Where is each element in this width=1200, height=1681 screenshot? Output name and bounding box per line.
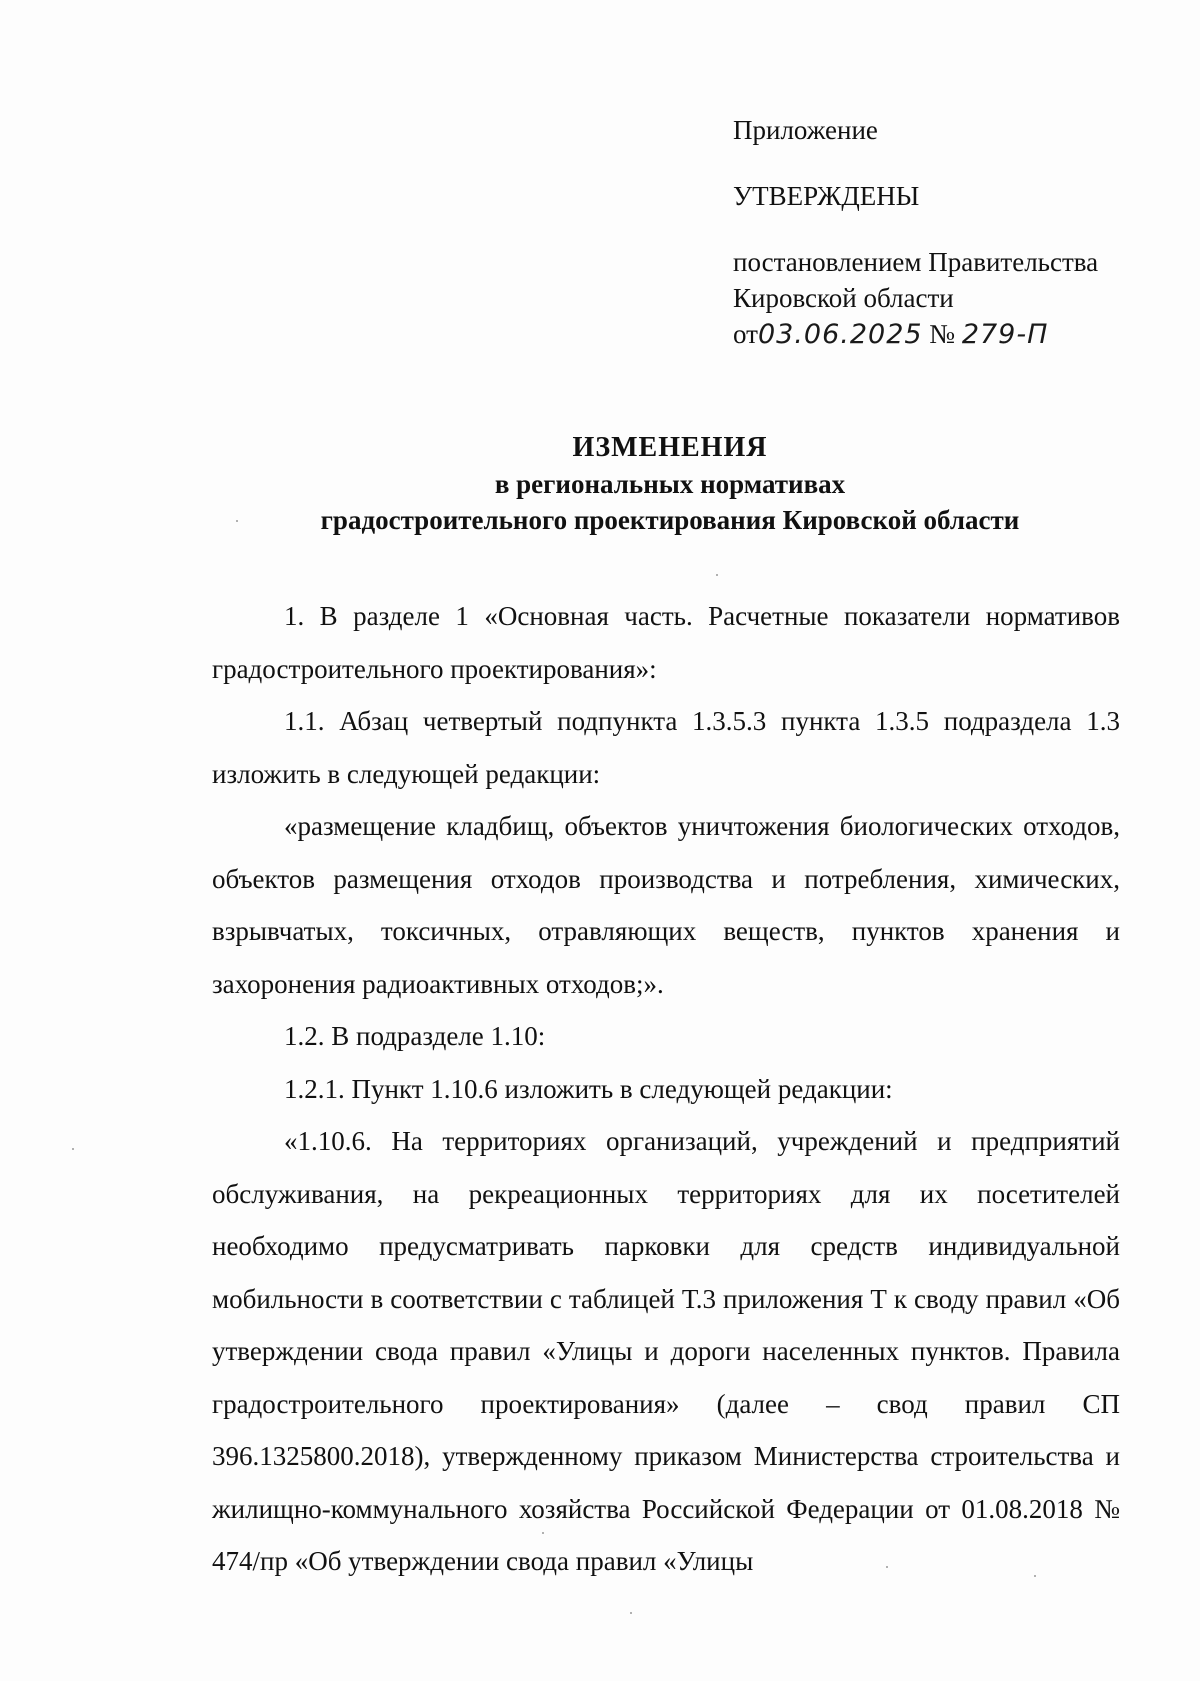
appendix-label: Приложение (733, 115, 878, 145)
paragraph: «1.10.6. На территориях организаций, учреждений и предприятий обслуживания, на рекреационных территориях для их посетителей необходимо предусматривать парковки для средств индивидуальной мобильности в соответствии с таблицей Т.3 приложения Т к своду правил «Об утверждении свода правил «Улицы и дороги населенных пунктов. Правила градостроительного проектирования» (далее – свод правил СП 396.1325800.2018), утвержденному приказом Министерства строительства и жилищно-коммунального хозяйства Российской Федерации от 01.08.2018 № 474/пр «Об утверждении свода правил «Улицы (212, 1126, 1120, 1576)
paragraph: 1.2. В подразделе 1.10: (284, 1021, 546, 1051)
handwritten-number: 279-П (961, 319, 1049, 350)
number-sign: № (929, 319, 956, 349)
title-line3: градостроительного проектирования Кировской области (320, 505, 1020, 535)
approved-label: УТВЕРЖДЕНЫ (733, 181, 920, 211)
paragraph: 1.1. Абзац четвертый подпункта 1.3.5.3 пункта 1.3.5 подраздела 1.3 изложить в следующей редакции: (212, 706, 1120, 789)
title-line2: в региональных нормативах (494, 469, 846, 499)
handwritten-date: 03.06.2025 (757, 319, 923, 350)
date-prefix: от (733, 319, 758, 349)
document-title (140, 430, 1200, 538)
paragraph: 1.2.1. Пункт 1.10.6 изложить в следующей редакции: (284, 1073, 893, 1104)
approval-block (733, 112, 1173, 353)
paragraph: 1. В разделе 1 «Основная часть. Расчетные показатели нормативов градостроительного проектирования»: (212, 601, 1120, 684)
approved-by-line2: Кировской области (733, 283, 954, 313)
approval-date-line (733, 316, 1173, 353)
approved-by-line1: постановлением Правительства (733, 247, 1099, 277)
paragraph: «размещение кладбищ, объектов уничтожения биологических отходов, объектов размещения отходов производства и потребления, химических, взрывчатых, токсичных, отравляющих веществ, пунктов хранения и захоронения радиоактивных отходов;». (212, 811, 1120, 999)
document-body (212, 590, 1120, 1588)
title-line1: ИЗМЕНЕНИЯ (572, 432, 768, 463)
